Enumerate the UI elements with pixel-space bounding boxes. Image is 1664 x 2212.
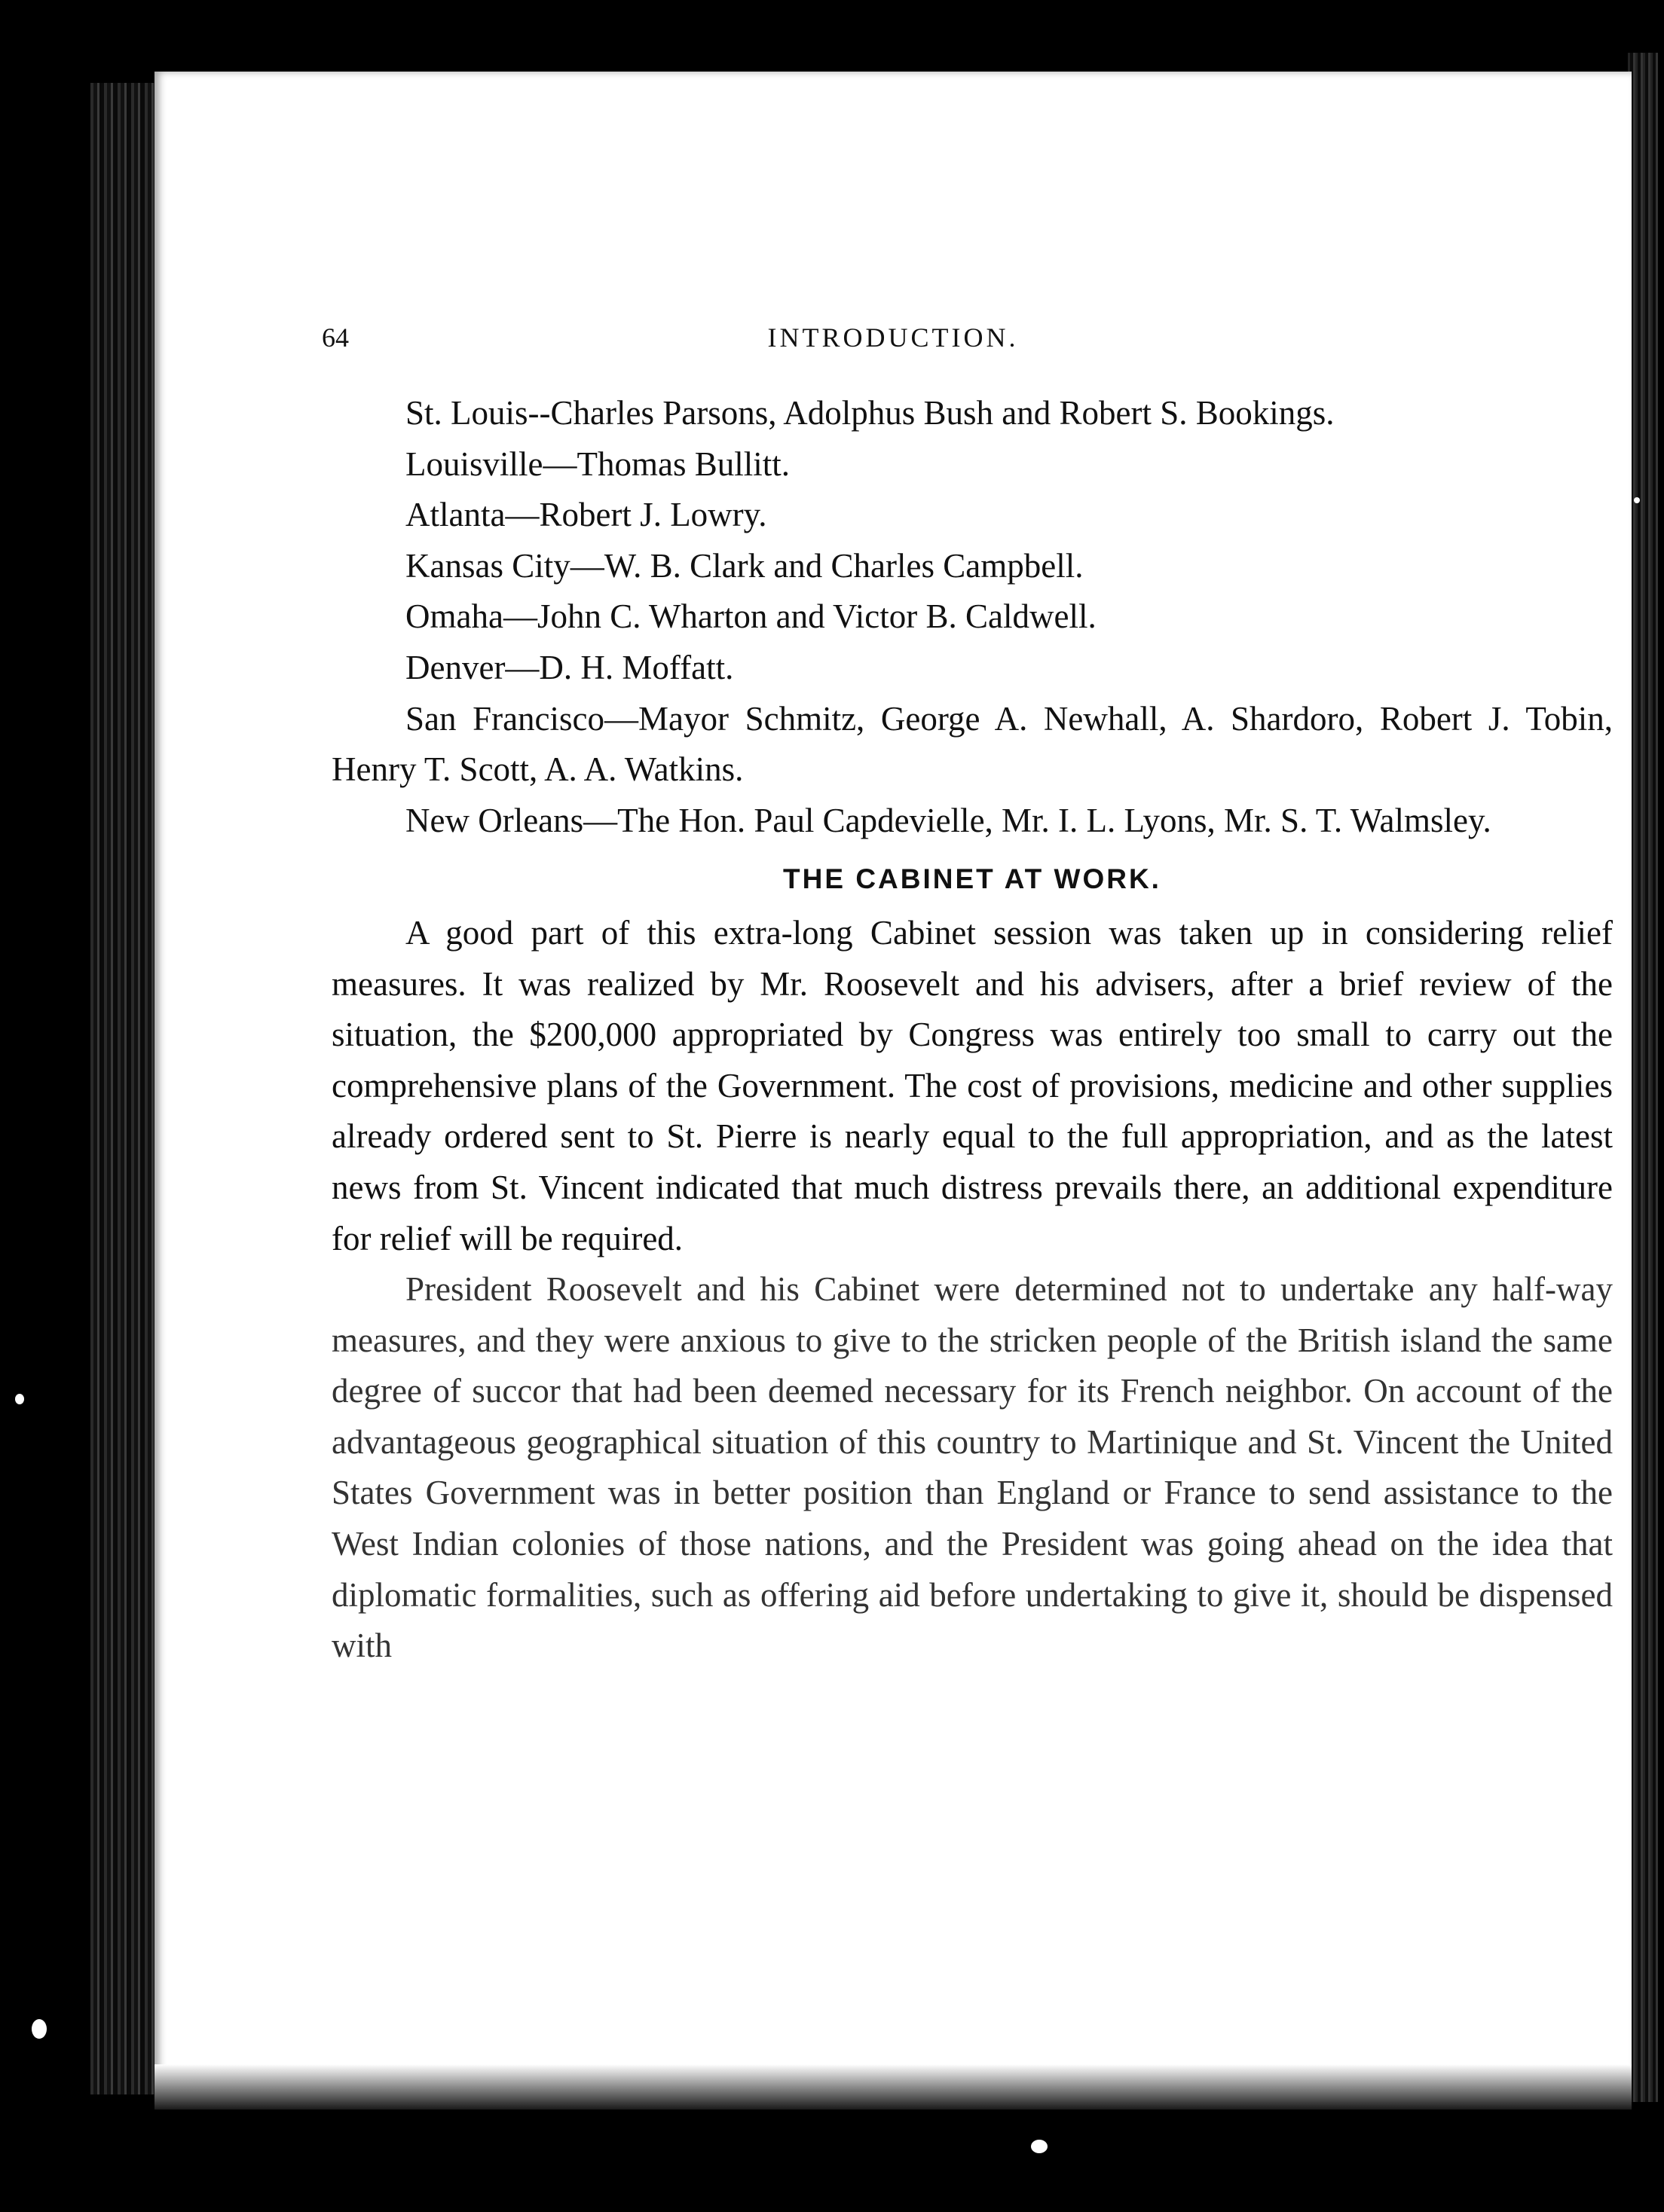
committee-denver: Denver—D. H. Moffatt. [405, 648, 734, 686]
page-text [332, 388, 1613, 1672]
running-head: INTRODUCTION. [767, 322, 1019, 353]
scan-speck [15, 1394, 24, 1404]
scan-speck [32, 2019, 47, 2039]
committee-new-orleans: New Orleans—The Hon. Paul Capdevielle, Mr. I. L. Lyons, Mr. S. T. Walmsley. [405, 801, 1491, 839]
book-right-edge [1628, 53, 1658, 2102]
committee-st-louis: St. Louis--Charles Parsons, Adolphus Bush and Robert S. Bookings. [405, 394, 1335, 432]
committee-san-francisco: San Francisco—Mayor Schmitz, George A. Newhall, A. Shardoro, Robert J. Tobin, Henry T. Scott, A. A. Watkins. [332, 699, 1613, 789]
book-page [154, 72, 1632, 2098]
section-heading: THE CABINET AT WORK. [783, 863, 1161, 895]
page-number: 64 [322, 322, 349, 353]
scan-speck [1031, 2140, 1048, 2153]
committee-omaha: Omaha—John C. Wharton and Victor B. Caldwell. [405, 597, 1097, 636]
paragraph-half-way-measures: President Roosevelt and his Cabinet were determined not to undertake any half-way measures, and they were anxious to give to the stricken people of the British island the same degree of succor that had been deemed necessary for its French neighbor. On account of the advantageous geographical situation of this country to Martinique and St. Vincent the United States Government was in better position than England or France to send assistance to the West Indian colonies of those nations, and the President was going ahead on the idea that diplomatic formalities, such as offering aid before undertaking to give it, should be dispensed with [332, 1270, 1613, 1665]
scan-speck [1634, 497, 1640, 503]
committee-louisville: Louisville—Thomas Bullitt. [405, 445, 790, 483]
book-left-edge [90, 83, 158, 2094]
page-bottom-edge [154, 2064, 1632, 2110]
committee-atlanta: Atlanta—Robert J. Lowry. [405, 496, 767, 534]
paragraph-relief-measures: A good part of this extra-long Cabinet session was taken up in considering relief measures. It was realized by Mr. Roosevelt and his advisers, after a brief review of the situation, the $200,000 appropriated by Congress was entirely too small to carry out the comprehensive plans of the Government. The cost of provisions, medicine and other supplies already ordered sent to St. Pierre is nearly equal to the full appropriation, and as the latest news from St. Vincent indicated that much distress prevails there, an additional expenditure for relief will be required. [332, 913, 1613, 1257]
committee-kansas-city: Kansas City—W. B. Clark and Charles Campbell. [405, 546, 1084, 585]
page-header [154, 322, 1632, 359]
